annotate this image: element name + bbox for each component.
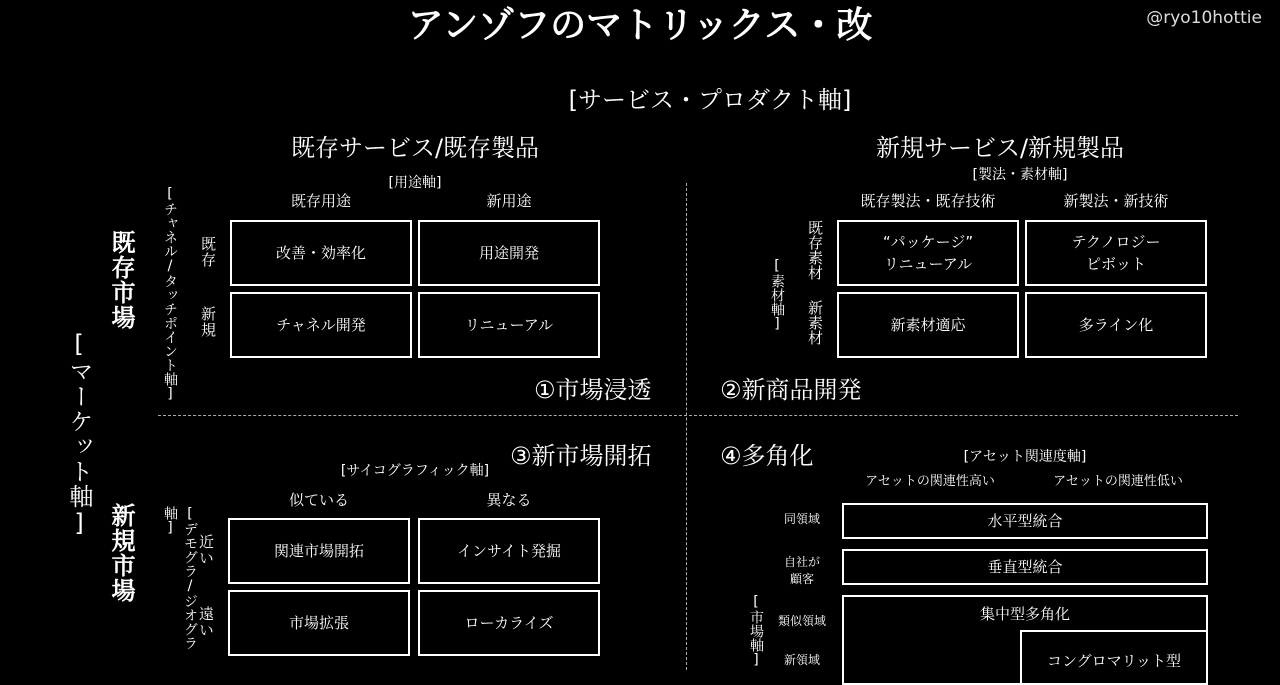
q2-cell-new-material: 新素材適応 bbox=[837, 292, 1019, 358]
q3-cell-market-expansion: 市場拡張 bbox=[228, 590, 410, 656]
q2-col-new: 新製法・新技術 bbox=[1063, 192, 1169, 210]
q4-axis-left: [市場軸] bbox=[748, 594, 764, 668]
q4-row-own-line1: 自社が bbox=[783, 555, 820, 569]
q1-row-existing: 既存 bbox=[199, 236, 217, 268]
author-handle: @ryo10hottie bbox=[1146, 8, 1262, 28]
horizontal-divider bbox=[158, 415, 1238, 416]
q2-cell-technology-pivot bbox=[1025, 220, 1207, 286]
q3-label: ③新市場開拓 bbox=[510, 442, 652, 470]
q4-row-new: 新領域 bbox=[783, 653, 820, 667]
q4-row-own-line2: 顧客 bbox=[789, 572, 814, 586]
q1-axis-left: [チャネル/タッチポイント軸] bbox=[162, 186, 178, 402]
existing-market-label: 既存市場 bbox=[107, 230, 135, 330]
q4-cell-horizontal-integration: 水平型統合 bbox=[842, 503, 1208, 539]
q1-axis-top: [用途軸] bbox=[388, 175, 442, 191]
q2-label: ②新商品開発 bbox=[720, 376, 862, 404]
market-axis-label: [マーケット軸] bbox=[65, 330, 93, 538]
q1-cell-efficiency: 改善・効率化 bbox=[230, 220, 412, 286]
q4-cell-conglomerate-label: コングロマリット型 bbox=[1046, 652, 1182, 670]
q3-axis-left: [デモグラ/ジオグラ軸] bbox=[162, 506, 198, 650]
q1-cell-use-development: 用途開発 bbox=[418, 220, 600, 286]
q1-cell-channel-development: チャネル開発 bbox=[230, 292, 412, 358]
q4-row-same: 同領域 bbox=[783, 512, 820, 526]
q1-row-new: 新規 bbox=[199, 306, 217, 338]
q3-cell-insight-discovery: インサイト発掘 bbox=[418, 518, 600, 584]
q1-col-new: 新用途 bbox=[486, 192, 532, 210]
q3-cell-localize: ローカライズ bbox=[418, 590, 600, 656]
q4-cell-vertical-integration: 垂直型統合 bbox=[842, 549, 1208, 585]
q3-row-near: 近い bbox=[197, 534, 215, 566]
q1-col-existing: 既存用途 bbox=[290, 192, 351, 210]
new-market-label: 新規市場 bbox=[107, 503, 135, 603]
q4-col-low: アセットの関連性低い bbox=[1053, 474, 1183, 489]
q2-cell-package-renewal-line2: リニューアル bbox=[883, 255, 973, 273]
existing-service-header: 既存サービス/既存製品 bbox=[290, 134, 540, 162]
q3-axis-top: [サイコグラフィック軸] bbox=[340, 463, 490, 479]
q4-cell-concentric-label: 集中型多角化 bbox=[979, 605, 1070, 623]
q4-col-high: アセットの関連性高い bbox=[865, 474, 995, 489]
q2-cell-package-renewal bbox=[837, 220, 1019, 286]
q2-cell-package-renewal-line1: “パッケージ” bbox=[882, 233, 974, 251]
page-title: アンゾフのマトリックス・改 bbox=[407, 5, 873, 46]
vertical-divider bbox=[686, 183, 687, 670]
q2-cell-multi-line: 多ライン化 bbox=[1025, 292, 1207, 358]
q1-label: ①市場浸透 bbox=[534, 376, 652, 404]
q4-row-own-customer bbox=[770, 554, 834, 588]
q3-cell-related-market: 関連市場開拓 bbox=[228, 518, 410, 584]
new-service-header: 新規サービス/新規製品 bbox=[875, 134, 1125, 162]
q2-axis-top: [製法・素材軸] bbox=[972, 167, 1068, 183]
q3-col-similar: 似ている bbox=[288, 491, 349, 509]
q3-col-different: 異なる bbox=[486, 491, 532, 509]
service-axis-label: [サービス・プロダクト軸] bbox=[568, 86, 852, 114]
q4-label: ④多角化 bbox=[720, 442, 814, 470]
q2-row-existing: 既存素材 bbox=[806, 220, 824, 280]
q4-cell-conglomerate bbox=[1020, 630, 1208, 685]
q2-col-existing: 既存製法・既存技術 bbox=[860, 192, 996, 210]
q2-row-new: 新素材 bbox=[806, 300, 824, 345]
q2-cell-technology-pivot-line1: テクノロジー bbox=[1071, 233, 1161, 251]
q4-row-similar: 類似領域 bbox=[777, 614, 826, 628]
q1-cell-renewal: リニューアル bbox=[418, 292, 600, 358]
q4-axis-top: [アセット関連度軸] bbox=[963, 449, 1087, 465]
q2-cell-technology-pivot-line2: ピボット bbox=[1085, 255, 1146, 273]
q2-axis-left: [素材軸] bbox=[769, 258, 785, 332]
q3-row-far: 遠い bbox=[197, 606, 215, 638]
